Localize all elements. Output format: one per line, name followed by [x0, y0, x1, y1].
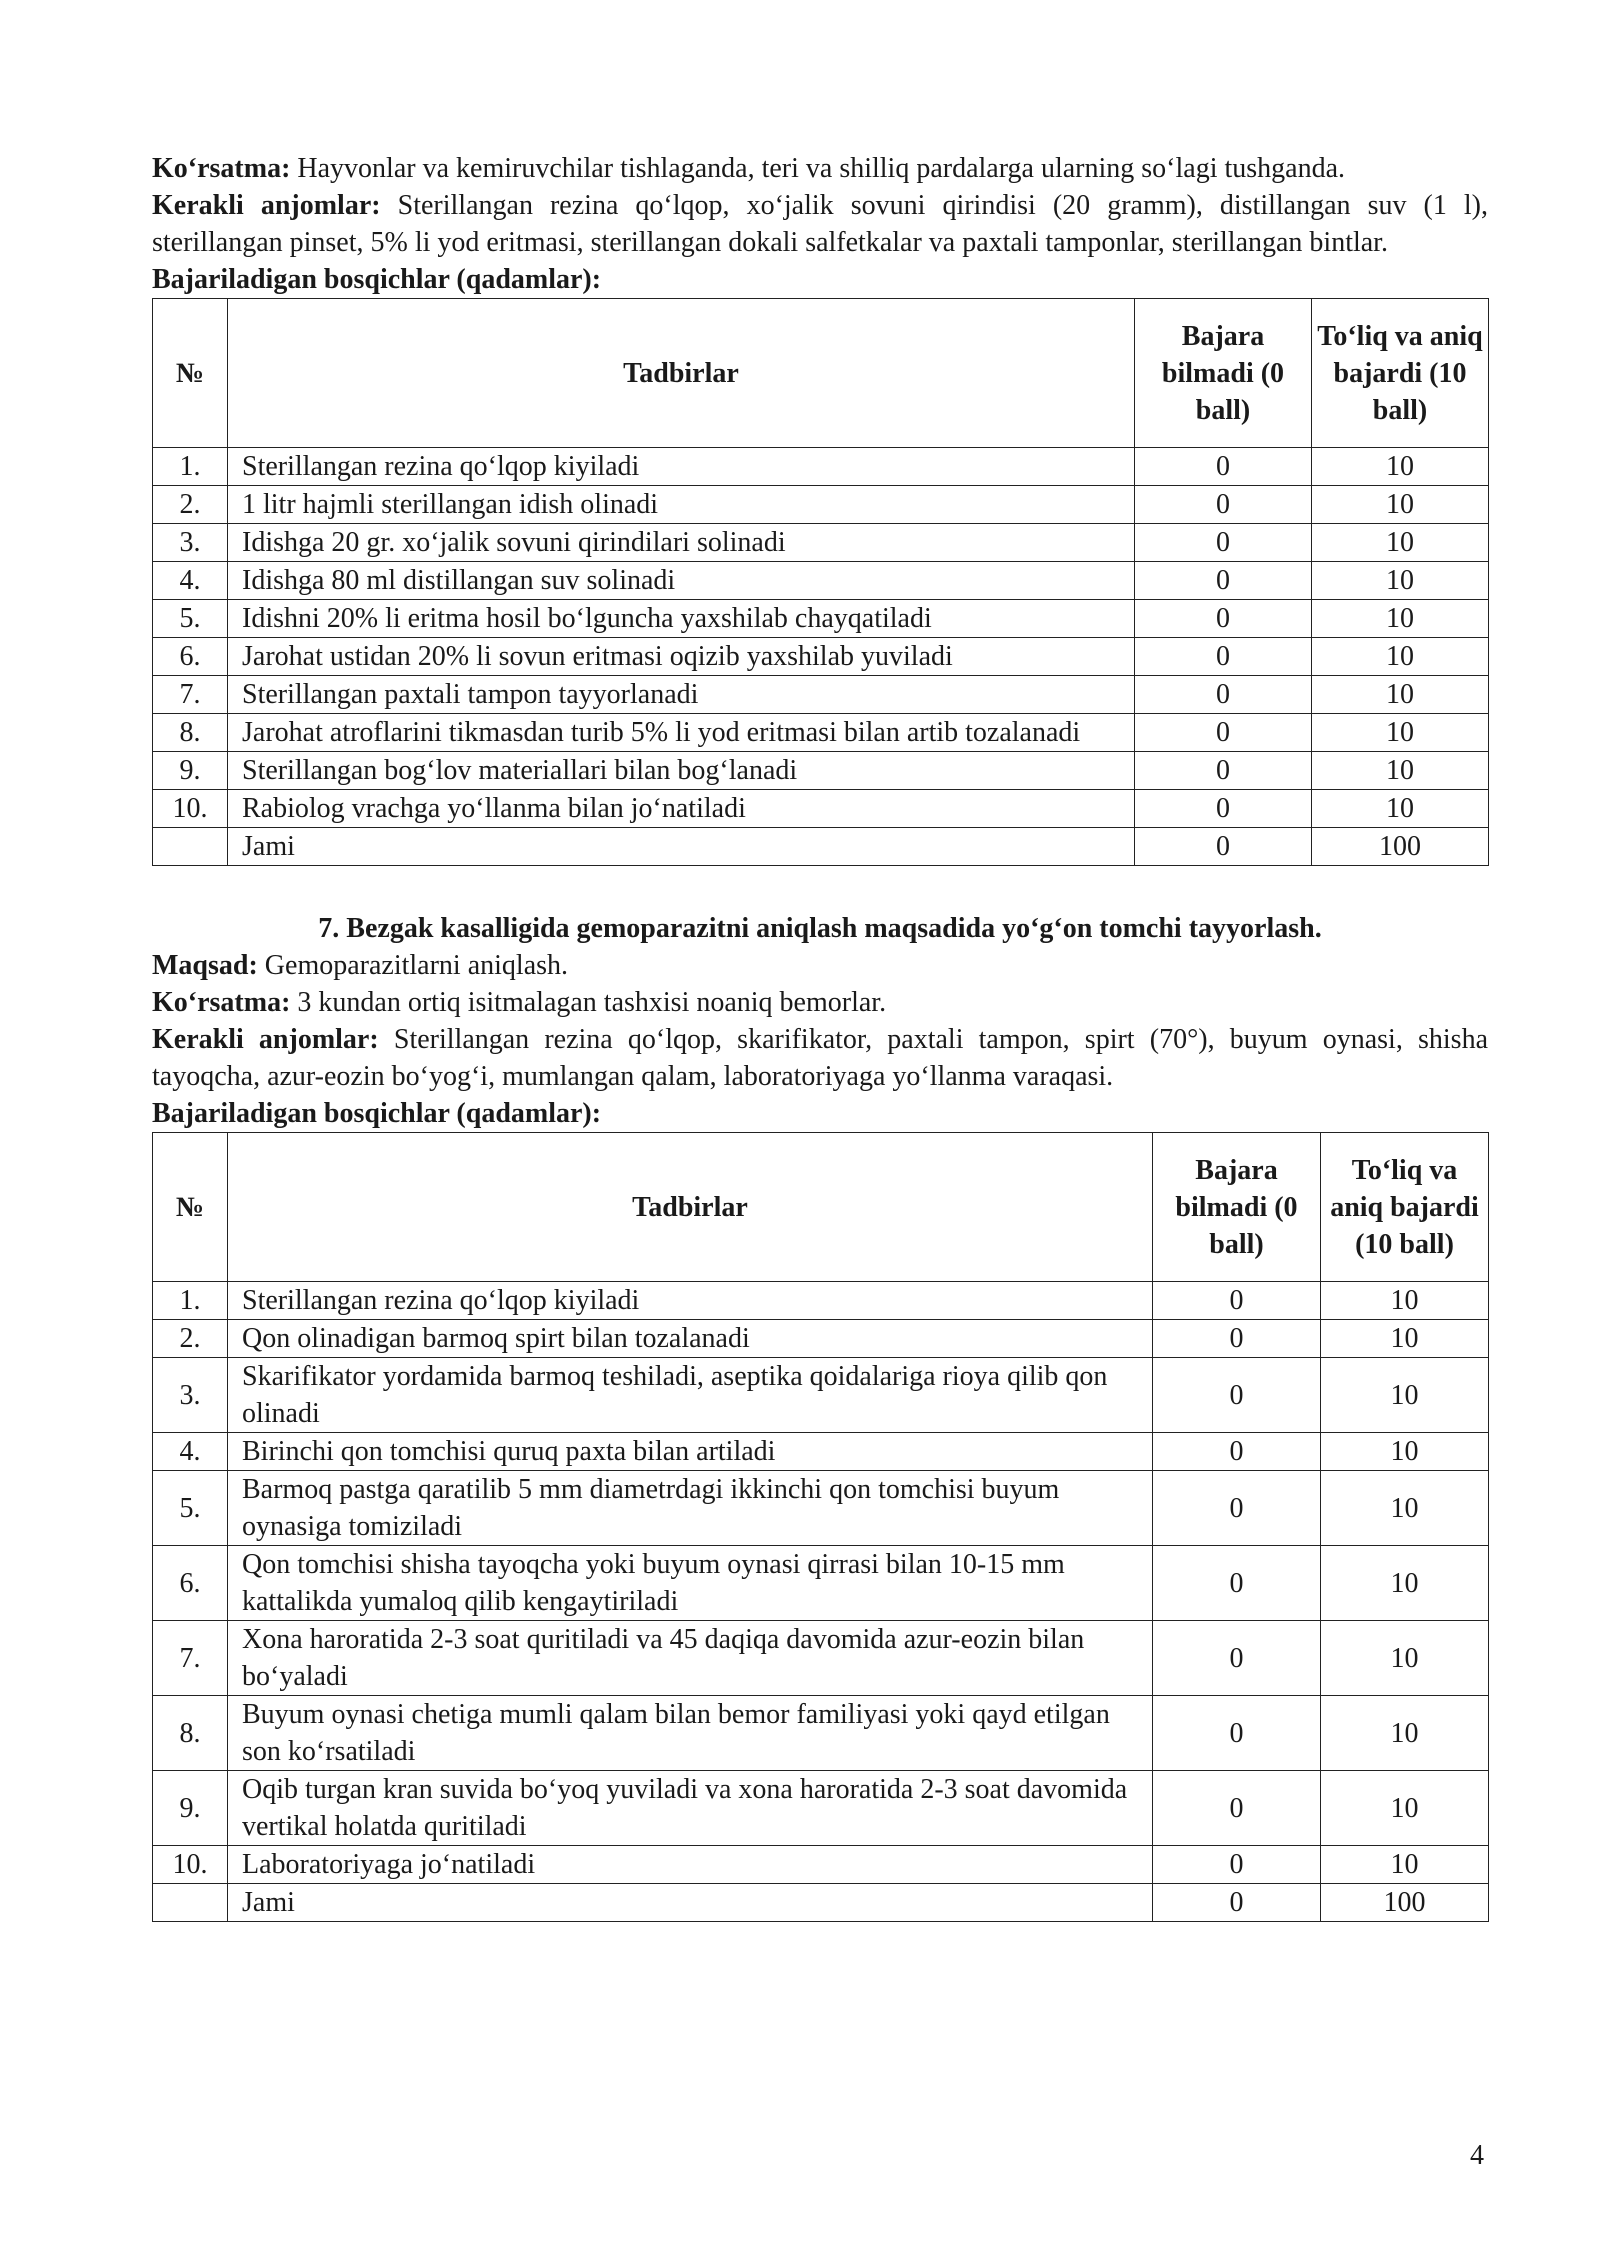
indication-label: Ko‘rsatma:: [152, 153, 291, 184]
row-score-done: 10: [1312, 790, 1489, 828]
table-header-row: [153, 1133, 1489, 1282]
row-activity: Birinchi qon tomchisi quruq paxta bilan artiladi: [228, 1433, 1153, 1471]
section6-table: [152, 298, 1489, 866]
table-row: [153, 448, 1489, 486]
row-activity: Sterillangan paxtali tampon tayyorlanadi: [228, 676, 1135, 714]
row-score-not-done: 0: [1153, 1433, 1321, 1471]
table-row: [153, 1621, 1489, 1696]
row-score-not-done: 0: [1153, 1846, 1321, 1884]
row-number: [153, 1884, 228, 1922]
row-score-not-done: 0: [1135, 676, 1312, 714]
row-score-done: 10: [1321, 1471, 1489, 1546]
table-row: [153, 1696, 1489, 1771]
row-activity: Xona haroratida 2-3 soat quritiladi va 45 daqiqa davomida azur-eozin bilan bo‘yaladi: [228, 1621, 1153, 1696]
row-number: 5.: [153, 1471, 228, 1546]
table-row: [153, 1471, 1489, 1546]
row-number: 9.: [153, 752, 228, 790]
table-row: [153, 1846, 1489, 1884]
purpose-text: Gemoparazitlarni aniqlash.: [264, 950, 569, 981]
table-row: [153, 1771, 1489, 1846]
row-score-done: 10: [1321, 1771, 1489, 1846]
row-score-not-done: 0: [1153, 1884, 1321, 1922]
row-score-not-done: 0: [1153, 1282, 1321, 1320]
section6-indication: [152, 150, 1488, 187]
section7-equipment: [152, 1021, 1488, 1095]
row-score-done: 10: [1312, 562, 1489, 600]
row-number: 3.: [153, 524, 228, 562]
indication-text: 3 kundan ortiq isitmalagan tashxisi noaniq bemorlar.: [297, 987, 887, 1018]
purpose-label: Maqsad:: [152, 950, 258, 981]
table-row: [153, 1433, 1489, 1471]
row-number: 2.: [153, 486, 228, 524]
row-activity: Idishni 20% li eritma hosil bo‘lguncha yaxshilab chayqatiladi: [228, 600, 1135, 638]
row-score-done: 10: [1321, 1282, 1489, 1320]
row-score-not-done: 0: [1135, 638, 1312, 676]
row-number: 1.: [153, 1282, 228, 1320]
row-score-not-done: 0: [1153, 1696, 1321, 1771]
table-row: [153, 1320, 1489, 1358]
table-row: [153, 524, 1489, 562]
row-score-done: 10: [1312, 752, 1489, 790]
row-number: 3.: [153, 1358, 228, 1433]
row-score-not-done: 0: [1135, 600, 1312, 638]
table-body: [153, 448, 1489, 866]
col-header-done: To‘liq va aniq bajardi (10 ball): [1321, 1133, 1489, 1282]
row-score-not-done: 0: [1135, 828, 1312, 866]
row-number: 5.: [153, 600, 228, 638]
row-score-done: 10: [1321, 1433, 1489, 1471]
col-header-not-done: Bajara bilmadi (0 ball): [1153, 1133, 1321, 1282]
table-row: [153, 676, 1489, 714]
table-row: [153, 790, 1489, 828]
row-score-done: 10: [1321, 1358, 1489, 1433]
row-number: 1.: [153, 448, 228, 486]
row-number: 4.: [153, 562, 228, 600]
section7-table: [152, 1132, 1489, 1922]
row-score-done: 10: [1321, 1621, 1489, 1696]
indication-text: Hayvonlar va kemiruvchilar tishlaganda, teri va shilliq pardalarga ularning so‘lagi tushganda.: [297, 153, 1346, 184]
row-number: 9.: [153, 1771, 228, 1846]
row-score-done: 10: [1321, 1846, 1489, 1884]
table-row: [153, 1282, 1489, 1320]
row-activity: Idishga 20 gr. xo‘jalik sovuni qirindilari solinadi: [228, 524, 1135, 562]
table-row: [153, 1358, 1489, 1433]
row-activity: Jarohat ustidan 20% li sovun eritmasi oqizib yaxshilab yuviladi: [228, 638, 1135, 676]
table-row: [153, 714, 1489, 752]
row-number: [153, 828, 228, 866]
col-header-number: №: [153, 1133, 228, 1282]
page-number: 4: [1470, 2140, 1484, 2171]
equipment-label: Kerakli anjomlar:: [152, 1024, 379, 1055]
row-score-done: 10: [1312, 714, 1489, 752]
row-activity: Sterillangan rezina qo‘lqop kiyiladi: [228, 1282, 1153, 1320]
col-header-activities: Tadbirlar: [228, 299, 1135, 448]
table-row: [153, 752, 1489, 790]
table-row: [153, 1546, 1489, 1621]
indication-label: Ko‘rsatma:: [152, 987, 291, 1018]
row-score-done: 10: [1321, 1320, 1489, 1358]
row-score-done: 10: [1321, 1546, 1489, 1621]
row-activity: Sterillangan rezina qo‘lqop kiyiladi: [228, 448, 1135, 486]
row-score-not-done: 0: [1153, 1621, 1321, 1696]
row-number: 8.: [153, 714, 228, 752]
row-number: 7.: [153, 1621, 228, 1696]
row-score-done: 10: [1312, 448, 1489, 486]
col-header-number: №: [153, 299, 228, 448]
row-activity: Barmoq pastga qaratilib 5 mm diametrdagi ikkinchi qon tomchisi buyum oynasiga tomiziladi: [228, 1471, 1153, 1546]
row-activity: 1 litr hajmli sterillangan idish olinadi: [228, 486, 1135, 524]
row-number: 10.: [153, 790, 228, 828]
table-body: [153, 1282, 1489, 1922]
row-score-done: 10: [1312, 638, 1489, 676]
row-activity: Buyum oynasi chetiga mumli qalam bilan bemor familiyasi yoki qayd etilgan son ko‘rsatiladi: [228, 1696, 1153, 1771]
row-score-done: 100: [1321, 1884, 1489, 1922]
section7-indication: [152, 984, 1488, 1021]
row-activity: Rabiolog vrachga yo‘llanma bilan jo‘natiladi: [228, 790, 1135, 828]
row-score-done: 10: [1312, 524, 1489, 562]
row-number: 6.: [153, 1546, 228, 1621]
row-score-done: 10: [1312, 486, 1489, 524]
row-activity: Idishga 80 ml distillangan suv solinadi: [228, 562, 1135, 600]
row-score-done: 10: [1321, 1696, 1489, 1771]
table-total-row: [153, 828, 1489, 866]
table-header-row: [153, 299, 1489, 448]
row-score-not-done: 0: [1135, 562, 1312, 600]
row-score-not-done: 0: [1153, 1471, 1321, 1546]
row-score-not-done: 0: [1135, 752, 1312, 790]
row-score-not-done: 0: [1153, 1771, 1321, 1846]
row-score-not-done: 0: [1153, 1546, 1321, 1621]
row-score-not-done: 0: [1135, 486, 1312, 524]
row-activity: Skarifikator yordamida barmoq teshiladi, aseptika qoidalariga rioya qilib qon olinadi: [228, 1358, 1153, 1433]
row-score-done: 10: [1312, 676, 1489, 714]
row-number: 8.: [153, 1696, 228, 1771]
table-total-row: [153, 1884, 1489, 1922]
table-row: [153, 600, 1489, 638]
col-header-done: To‘liq va aniq bajardi (10 ball): [1312, 299, 1489, 448]
row-score-not-done: 0: [1153, 1320, 1321, 1358]
section7-title: 7. Bezgak kasalligida gemoparazitni aniqlash maqsadida yo‘g‘on tomchi tayyorlash.: [318, 913, 1322, 944]
row-score-not-done: 0: [1135, 714, 1312, 752]
row-activity: Oqib turgan kran suvida bo‘yoq yuviladi va xona haroratida 2-3 soat davomida vertikal holatda quritiladi: [228, 1771, 1153, 1846]
row-activity: Jarohat atroflarini tikmasdan turib 5% li yod eritmasi bilan artib tozalanadi: [228, 714, 1135, 752]
row-activity: Qon tomchisi shisha tayoqcha yoki buyum oynasi qirrasi bilan 10-15 mm kattalikda yumaloq qilib kengaytiriladi: [228, 1546, 1153, 1621]
section6-equipment: [152, 187, 1488, 261]
row-number: 2.: [153, 1320, 228, 1358]
row-number: 4.: [153, 1433, 228, 1471]
table-row: [153, 486, 1489, 524]
equipment-text: Sterillangan rezina qo‘lqop, xo‘jalik sovuni qirindisi (20 gramm), distillangan suv (1 l), sterillangan pinset, 5% li yod eritmasi, sterillangan dokali salfetkalar va paxtali tamponlar, sterillangan bintlar.: [152, 190, 1489, 258]
row-score-not-done: 0: [1135, 790, 1312, 828]
row-score-done: 100: [1312, 828, 1489, 866]
row-score-done: 10: [1312, 600, 1489, 638]
row-number: 7.: [153, 676, 228, 714]
row-activity: Qon olinadigan barmoq spirt bilan tozalanadi: [228, 1320, 1153, 1358]
table-row: [153, 562, 1489, 600]
row-score-not-done: 0: [1135, 524, 1312, 562]
row-score-not-done: 0: [1135, 448, 1312, 486]
row-number: 10.: [153, 1846, 228, 1884]
section7-purpose: [152, 947, 1488, 984]
table-row: [153, 638, 1489, 676]
section7-steps-label: Bajariladigan bosqichlar (qadamlar):: [152, 1098, 602, 1129]
row-activity: Sterillangan bog‘lov materiallari bilan bog‘lanadi: [228, 752, 1135, 790]
row-activity: Jami: [228, 828, 1135, 866]
row-number: 6.: [153, 638, 228, 676]
col-header-not-done: Bajara bilmadi (0 ball): [1135, 299, 1312, 448]
row-activity: Laboratoriyaga jo‘natiladi: [228, 1846, 1153, 1884]
equipment-label: Kerakli anjomlar:: [152, 190, 381, 221]
section6-steps-label: Bajariladigan bosqichlar (qadamlar):: [152, 264, 602, 295]
document-page: [152, 150, 1488, 1922]
row-activity: Jami: [228, 1884, 1153, 1922]
row-score-not-done: 0: [1153, 1358, 1321, 1433]
col-header-activities: Tadbirlar: [228, 1133, 1153, 1282]
equipment-text: Sterillangan rezina qo‘lqop, skarifikator, paxtali tampon, spirt (70°), buyum oynasi, shisha tayoqcha, azur-eozin bo‘yog‘i, mumlangan qalam, laboratoriyaga yo‘llanma varaqasi.: [152, 1024, 1488, 1092]
